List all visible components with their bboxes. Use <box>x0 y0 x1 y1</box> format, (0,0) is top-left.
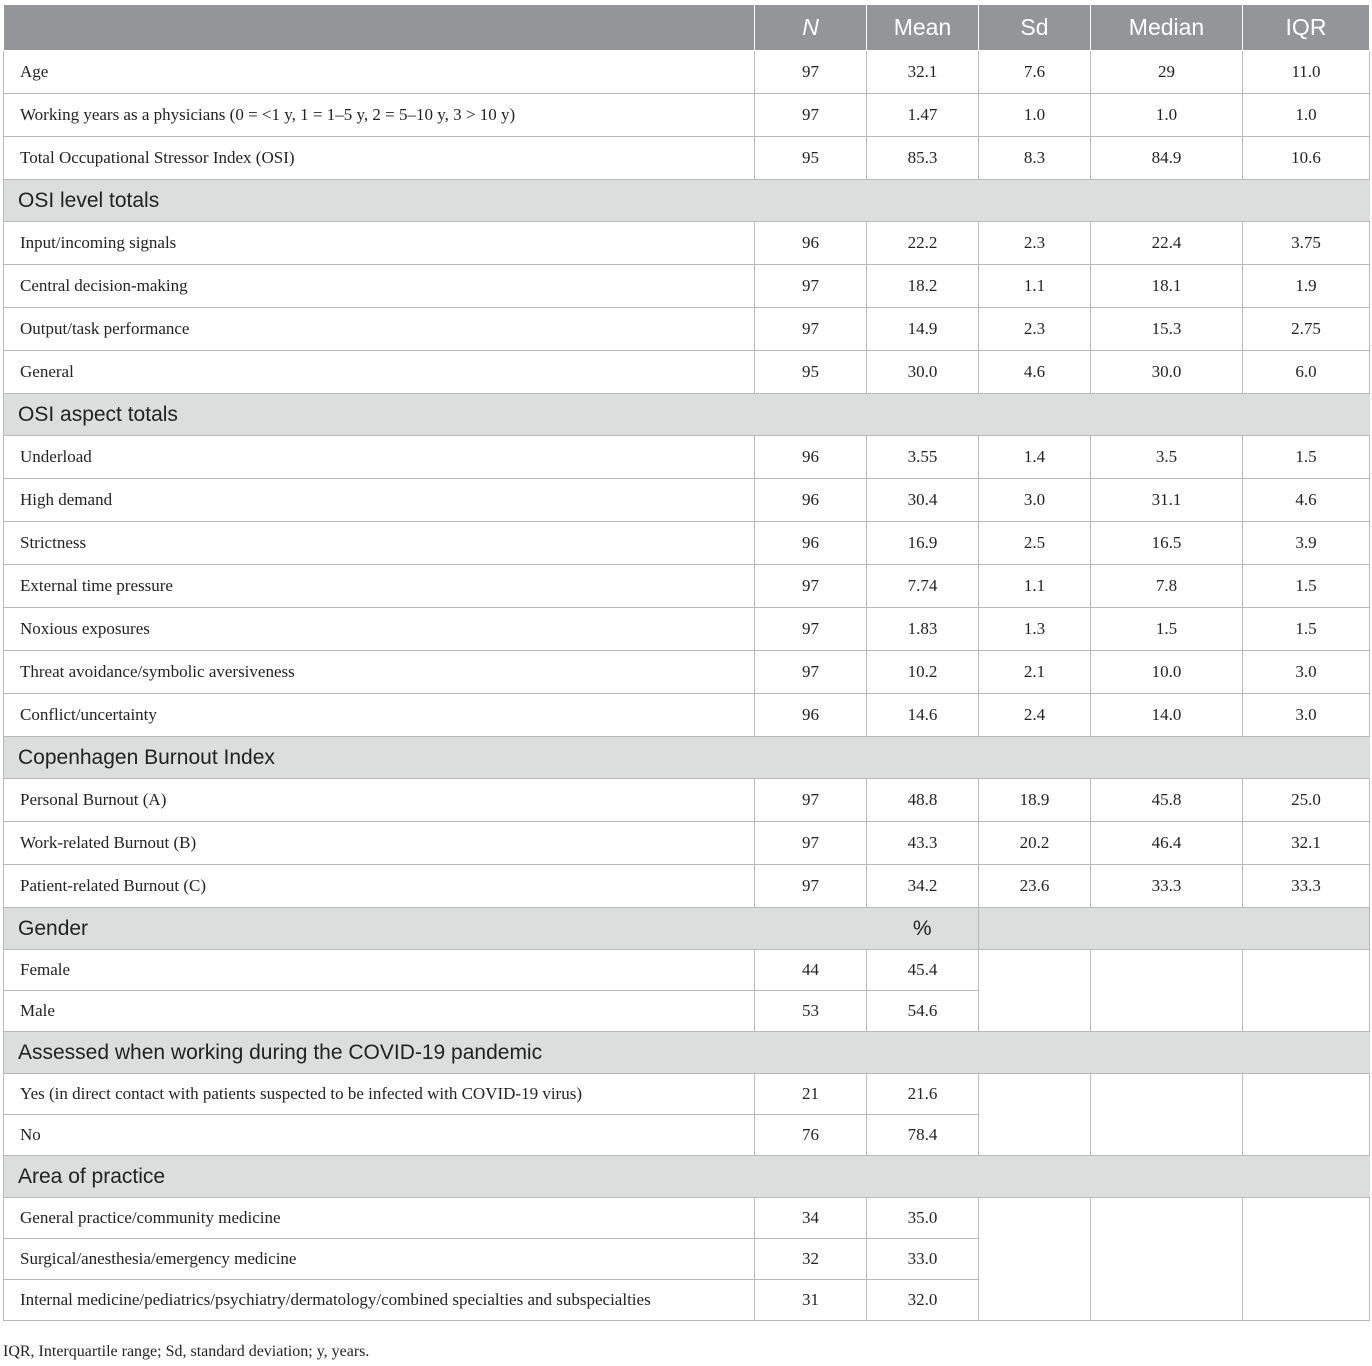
row-label: Yes (in direct contact with patients suspected to be infected with COVID-19 virus) <box>4 1074 755 1115</box>
row-label: No <box>4 1115 755 1156</box>
row-label: General <box>4 351 755 394</box>
table-row <box>4 522 1370 565</box>
cell-median: 29 <box>1091 51 1243 94</box>
cell-mean: 48.8 <box>867 779 979 822</box>
cell-mean: 3.55 <box>867 436 979 479</box>
cell-median: 7.8 <box>1091 565 1243 608</box>
blank-cell <box>979 1074 1091 1156</box>
header-sd: Sd <box>979 5 1091 51</box>
cell-n: 97 <box>755 865 867 908</box>
cell-median: 16.5 <box>1091 522 1243 565</box>
cell-sd: 2.3 <box>979 308 1091 351</box>
cell-n: 34 <box>755 1198 867 1239</box>
cell-n: 97 <box>755 51 867 94</box>
cell-n: 95 <box>755 351 867 394</box>
cell-mean: 14.9 <box>867 308 979 351</box>
cell-n: 44 <box>755 950 867 991</box>
row-label: Male <box>4 991 755 1032</box>
cell-mean: 10.2 <box>867 651 979 694</box>
table-footnote: IQR, Interquartile range; Sd, standard deviation; y, years. <box>3 1343 370 1360</box>
cell-mean: 18.2 <box>867 265 979 308</box>
table-row <box>4 865 1370 908</box>
cell-sd: 20.2 <box>979 822 1091 865</box>
row-label: Central decision-making <box>4 265 755 308</box>
blank-cell <box>979 950 1091 1032</box>
row-label: Female <box>4 950 755 991</box>
cell-median: 31.1 <box>1091 479 1243 522</box>
table-row <box>4 265 1370 308</box>
header-label <box>4 5 755 51</box>
blank-cell <box>1091 1198 1243 1321</box>
cell-n: 96 <box>755 479 867 522</box>
table-row <box>4 308 1370 351</box>
cell-median: 84.9 <box>1091 137 1243 180</box>
row-label: External time pressure <box>4 565 755 608</box>
section-title: OSI level totals <box>4 180 1370 222</box>
table-row <box>4 436 1370 479</box>
cell-percent: 54.6 <box>867 991 979 1032</box>
cell-percent: 45.4 <box>867 950 979 991</box>
cell-iqr: 3.75 <box>1243 222 1370 265</box>
row-label: Underload <box>4 436 755 479</box>
section-title: Area of practice <box>4 1156 1370 1198</box>
row-label: Total Occupational Stressor Index (OSI) <box>4 137 755 180</box>
row-label: Internal medicine/pediatrics/psychiatry/dermatology/combined specialties and subspecialties <box>4 1280 755 1321</box>
cell-percent: 78.4 <box>867 1115 979 1156</box>
header-median: Median <box>1091 5 1243 51</box>
cell-iqr: 6.0 <box>1243 351 1370 394</box>
section-title: Gender <box>4 908 867 950</box>
blank-cell <box>1243 1198 1370 1321</box>
cell-median: 3.5 <box>1091 436 1243 479</box>
section-title: Copenhagen Burnout Index <box>4 737 1370 779</box>
section-header-osi-level <box>4 180 1370 222</box>
cell-n: 97 <box>755 651 867 694</box>
cell-sd: 1.4 <box>979 436 1091 479</box>
header-n: N <box>755 5 867 51</box>
percent-header: % <box>867 908 979 950</box>
section-header-burnout <box>4 737 1370 779</box>
row-label: General practice/community medicine <box>4 1198 755 1239</box>
cell-mean: 32.1 <box>867 51 979 94</box>
cell-n: 97 <box>755 565 867 608</box>
cell-n: 96 <box>755 694 867 737</box>
cell-sd: 1.0 <box>979 94 1091 137</box>
table-row <box>4 94 1370 137</box>
table-row <box>4 479 1370 522</box>
row-label: Personal Burnout (A) <box>4 779 755 822</box>
header-iqr: IQR <box>1243 5 1370 51</box>
cell-percent: 32.0 <box>867 1280 979 1321</box>
cell-median: 15.3 <box>1091 308 1243 351</box>
cell-median: 46.4 <box>1091 822 1243 865</box>
cell-sd: 1.3 <box>979 608 1091 651</box>
cell-mean: 14.6 <box>867 694 979 737</box>
table-row <box>4 950 1370 991</box>
cell-n: 53 <box>755 991 867 1032</box>
cell-mean: 34.2 <box>867 865 979 908</box>
cell-percent: 35.0 <box>867 1198 979 1239</box>
cell-iqr: 1.5 <box>1243 608 1370 651</box>
cell-sd: 8.3 <box>979 137 1091 180</box>
cell-n: 31 <box>755 1280 867 1321</box>
cell-mean: 7.74 <box>867 565 979 608</box>
cell-median: 33.3 <box>1091 865 1243 908</box>
cell-n: 21 <box>755 1074 867 1115</box>
cell-n: 97 <box>755 822 867 865</box>
cell-mean: 16.9 <box>867 522 979 565</box>
cell-median: 1.5 <box>1091 608 1243 651</box>
cell-iqr: 11.0 <box>1243 51 1370 94</box>
cell-median: 10.0 <box>1091 651 1243 694</box>
cell-iqr: 1.5 <box>1243 436 1370 479</box>
cell-sd: 18.9 <box>979 779 1091 822</box>
cell-sd: 3.0 <box>979 479 1091 522</box>
section-header-osi-aspect <box>4 394 1370 436</box>
statistics-table <box>3 4 1370 1321</box>
table-row <box>4 651 1370 694</box>
header-mean: Mean <box>867 5 979 51</box>
cell-iqr: 25.0 <box>1243 779 1370 822</box>
cell-sd: 4.6 <box>979 351 1091 394</box>
row-label: Surgical/anesthesia/emergency medicine <box>4 1239 755 1280</box>
cell-iqr: 4.6 <box>1243 479 1370 522</box>
section-header-practice <box>4 1156 1370 1198</box>
row-label: Conflict/uncertainty <box>4 694 755 737</box>
cell-n: 96 <box>755 522 867 565</box>
cell-sd: 2.1 <box>979 651 1091 694</box>
table-row <box>4 51 1370 94</box>
table-row <box>4 222 1370 265</box>
table-row <box>4 822 1370 865</box>
row-label: Threat avoidance/symbolic aversiveness <box>4 651 755 694</box>
cell-median: 1.0 <box>1091 94 1243 137</box>
cell-percent: 33.0 <box>867 1239 979 1280</box>
cell-mean: 43.3 <box>867 822 979 865</box>
section-header-covid <box>4 1032 1370 1074</box>
cell-iqr: 33.3 <box>1243 865 1370 908</box>
cell-mean: 22.2 <box>867 222 979 265</box>
table-row <box>4 694 1370 737</box>
cell-median: 18.1 <box>1091 265 1243 308</box>
table-row <box>4 137 1370 180</box>
cell-median: 30.0 <box>1091 351 1243 394</box>
cell-mean: 30.4 <box>867 479 979 522</box>
cell-sd: 2.4 <box>979 694 1091 737</box>
table-row <box>4 351 1370 394</box>
table-row <box>4 779 1370 822</box>
cell-mean: 1.47 <box>867 94 979 137</box>
cell-n: 97 <box>755 779 867 822</box>
row-label: Working years as a physicians (0 = <1 y, 1 = 1–5 y, 2 = 5–10 y, 3 > 10 y) <box>4 94 755 137</box>
cell-mean: 85.3 <box>867 137 979 180</box>
cell-n: 96 <box>755 222 867 265</box>
cell-iqr: 10.6 <box>1243 137 1370 180</box>
row-label: Patient-related Burnout (C) <box>4 865 755 908</box>
table-row <box>4 608 1370 651</box>
cell-n: 96 <box>755 436 867 479</box>
cell-iqr: 3.9 <box>1243 522 1370 565</box>
cell-sd: 1.1 <box>979 265 1091 308</box>
cell-median: 14.0 <box>1091 694 1243 737</box>
section-title: OSI aspect totals <box>4 394 1370 436</box>
cell-iqr: 1.9 <box>1243 265 1370 308</box>
row-label: Strictness <box>4 522 755 565</box>
cell-sd: 1.1 <box>979 565 1091 608</box>
blank-cell <box>1091 950 1243 1032</box>
row-label: Age <box>4 51 755 94</box>
cell-median: 22.4 <box>1091 222 1243 265</box>
section-fill <box>979 908 1370 950</box>
table-row <box>4 1074 1370 1115</box>
cell-sd: 7.6 <box>979 51 1091 94</box>
cell-iqr: 1.0 <box>1243 94 1370 137</box>
cell-sd: 2.3 <box>979 222 1091 265</box>
section-title: Assessed when working during the COVID-19 pandemic <box>4 1032 1370 1074</box>
table-row <box>4 1198 1370 1239</box>
row-label: Output/task performance <box>4 308 755 351</box>
cell-iqr: 2.75 <box>1243 308 1370 351</box>
cell-mean: 30.0 <box>867 351 979 394</box>
cell-n: 76 <box>755 1115 867 1156</box>
cell-n: 32 <box>755 1239 867 1280</box>
blank-cell <box>1243 950 1370 1032</box>
row-label: Input/incoming signals <box>4 222 755 265</box>
section-header-gender <box>4 908 1370 950</box>
blank-cell <box>1091 1074 1243 1156</box>
cell-percent: 21.6 <box>867 1074 979 1115</box>
cell-iqr: 3.0 <box>1243 651 1370 694</box>
cell-mean: 1.83 <box>867 608 979 651</box>
row-label: High demand <box>4 479 755 522</box>
cell-iqr: 32.1 <box>1243 822 1370 865</box>
cell-n: 97 <box>755 608 867 651</box>
table-row <box>4 565 1370 608</box>
cell-n: 97 <box>755 308 867 351</box>
cell-n: 97 <box>755 265 867 308</box>
header-row <box>4 5 1370 51</box>
row-label: Noxious exposures <box>4 608 755 651</box>
cell-iqr: 1.5 <box>1243 565 1370 608</box>
cell-n: 95 <box>755 137 867 180</box>
cell-sd: 2.5 <box>979 522 1091 565</box>
cell-iqr: 3.0 <box>1243 694 1370 737</box>
blank-cell <box>1243 1074 1370 1156</box>
cell-n: 97 <box>755 94 867 137</box>
cell-median: 45.8 <box>1091 779 1243 822</box>
blank-cell <box>979 1198 1091 1321</box>
cell-sd: 23.6 <box>979 865 1091 908</box>
row-label: Work-related Burnout (B) <box>4 822 755 865</box>
